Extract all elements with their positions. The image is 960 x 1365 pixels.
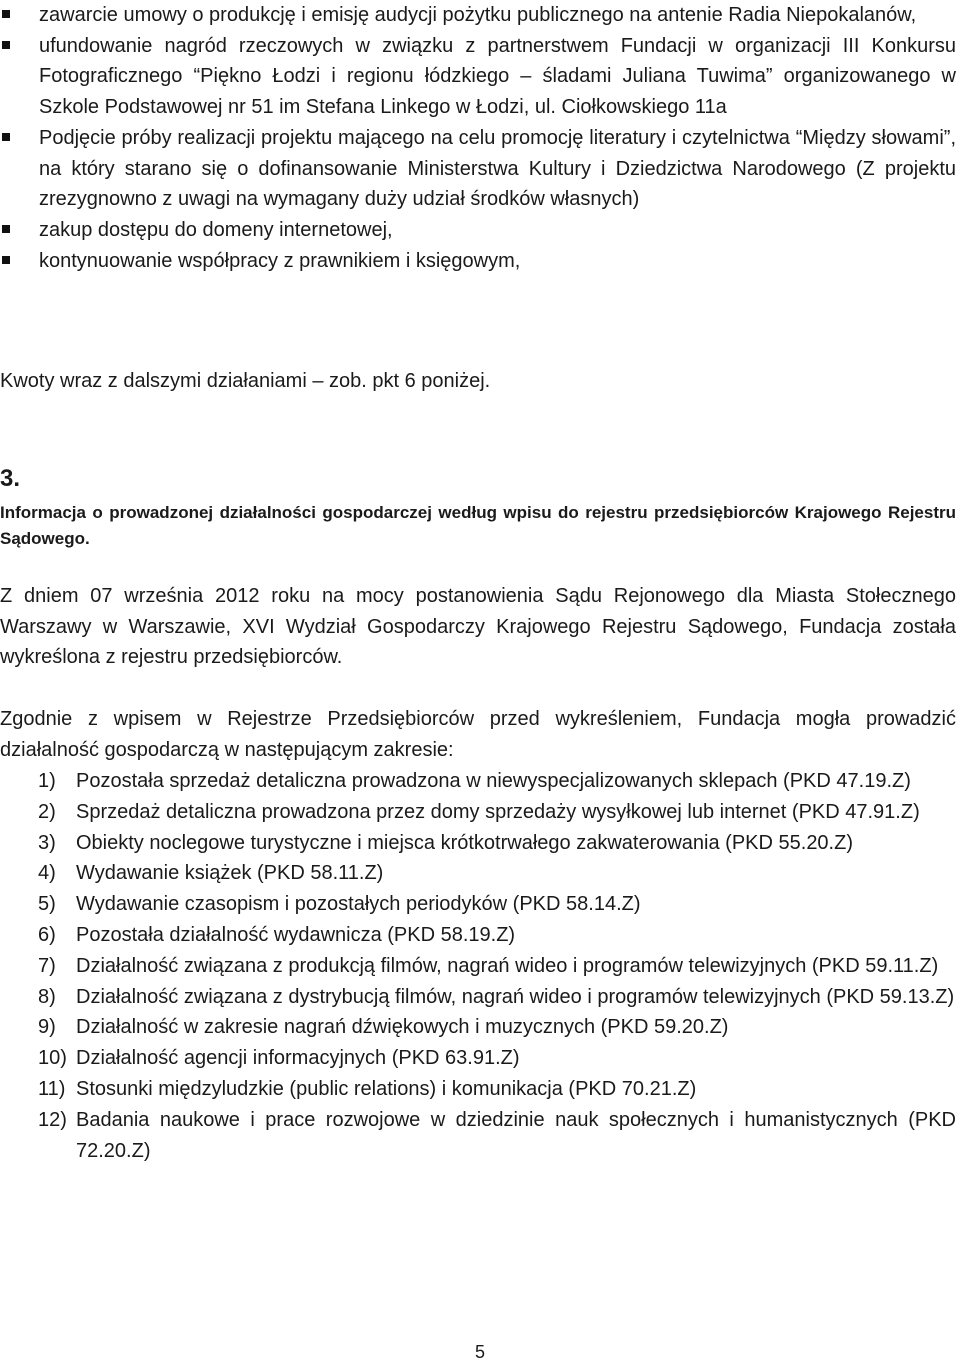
list-item [0,766,956,797]
list-item-text: Działalność w zakresie nagrań dźwiękowych i muzycznych (PKD 59.20.Z) [76,1016,729,1039]
activity-bullet-list [0,0,956,276]
registry-paragraph: Z dniem 07 września 2012 roku na mocy postanowienia Sądu Rejonowego dla Miasta Stołecznego Warszawy w Warszawie, XVI Wydział Gospodarczy Krajowego Rejestru Sądowego, Fundacja została wykreślona z rejestru przedsiębiorców. [0,585,956,669]
list-item-number: 11) [38,1077,66,1100]
list-item [0,246,956,277]
list-item-number: 1) [38,770,56,792]
list-item [0,215,956,246]
list-item [0,828,956,859]
list-item-number: 5) [38,893,56,916]
list-item-text: Pozostała sprzedaż detaliczna prowadzona w niewyspecjalizowanych sklepach (PKD 47.19.Z) [76,770,911,792]
section-number: 3. [0,465,21,492]
list-item [0,123,956,215]
list-item-text: Sprzedaż detaliczna prowadzona przez domy sprzedaży wysyłkowej lub internet (PKD 47.91.Z) [76,800,920,823]
list-item [0,920,956,951]
list-item-number: 7) [38,954,56,977]
list-item-text: kontynuowanie współpracy z prawnikiem i księgowym, [39,249,521,272]
page-number: 5 [474,1342,485,1362]
list-item-text: Działalność agencji informacyjnych (PKD 63.91.Z) [76,1047,520,1070]
list-item-number: 3) [38,831,56,854]
list-item-text: Podjęcie próby realizacji projektu mającego na celu promocję literatury i czytelnictwa “Między słowami”, na który starano się o dofinansowanie Ministerstwa Kultury i Dziedzictwa Narodowego (Z projektu zrezygnowno z uwagi na wymagany duży udział środków własnych) [39,126,956,211]
list-item [0,1043,956,1074]
list-item-text: Obiekty noclegowe turystyczne i miejsca krótkotrwałego zakwaterowania (PKD 55.20.Z) [76,831,853,854]
list-item-number: 2) [38,800,56,823]
square-bullet-icon [2,133,10,141]
list-item-text: Stosunki międzyludzkie (public relations) i komunikacja (PKD 70.21.Z) [76,1077,697,1100]
list-item [0,1074,956,1105]
square-bullet-icon [2,10,10,18]
list-item-number: 10) [38,1047,67,1070]
list-item-text: zawarcie umowy o produkcję i emisję audycji pożytku publicznego na antenie Radia Niepokalanów, [39,4,917,26]
list-item [0,951,956,982]
list-item [0,0,956,31]
list-item-text: Wydawanie czasopism i pozostałych periodyków (PKD 58.14.Z) [76,893,641,916]
list-item-text: zakup dostępu do domeny internetowej, [39,218,393,241]
list-item-number: 6) [38,923,56,946]
list-item [0,797,956,828]
list-item [0,889,956,920]
section-title: Informacja o prowadzonej działalności gospodarczej według wpisu do rejestru przedsiębiorców Krajowego Rejestru Sądowego. [0,503,956,548]
list-item [0,1012,956,1043]
list-item [0,982,956,1013]
list-item [0,858,956,889]
list-item-text: ufundowanie nagród rzeczowych w związku z partnerstwem Fundacji w organizacji III Konkursu Fotograficznego “Piękno Łodzi i regionu łódzkiego – śladami Juliana Tuwima” organizowanego w Szkole Podstawowej nr 51 im Stefana Linkego w Łodzi, ul. Ciołkowskiego 11a [39,34,956,119]
square-bullet-icon [2,41,10,49]
list-item-text: Wydawanie książek (PKD 58.11.Z) [76,862,384,885]
scope-paragraph: Zgodnie z wpisem w Rejestrze Przedsiębiorców przed wykreśleniem, Fundacja mogła prowadzić działalność gospodarczą w następującym zakresie: [0,708,956,761]
summary-note: Kwoty wraz z dalszymi działaniami – zob. pkt 6 poniżej. [0,370,491,392]
list-item-text: Działalność związana z dystrybucją filmów, nagrań wideo i programów telewizyjnych (PKD 59.13.Z) [76,985,955,1008]
list-item-number: 12) [38,1108,67,1131]
list-item-number: 4) [38,862,56,885]
list-item [0,31,956,123]
pkd-activity-list [0,766,956,1166]
list-item-number: 9) [38,1016,56,1039]
list-item-text: Działalność związana z produkcją filmów, nagrań wideo i programów telewizyjnych (PKD 59.11.Z) [76,954,939,977]
list-item-text: Pozostała działalność wydawnicza (PKD 58.19.Z) [76,923,516,946]
list-item-number: 8) [38,985,56,1008]
list-item-text: Badania naukowe i prace rozwojowe w dziedzinie nauk społecznych i humanistycznych (PKD 72.20.Z) [76,1108,956,1162]
list-item [0,1105,956,1167]
square-bullet-icon [2,225,10,233]
square-bullet-icon [2,256,10,264]
